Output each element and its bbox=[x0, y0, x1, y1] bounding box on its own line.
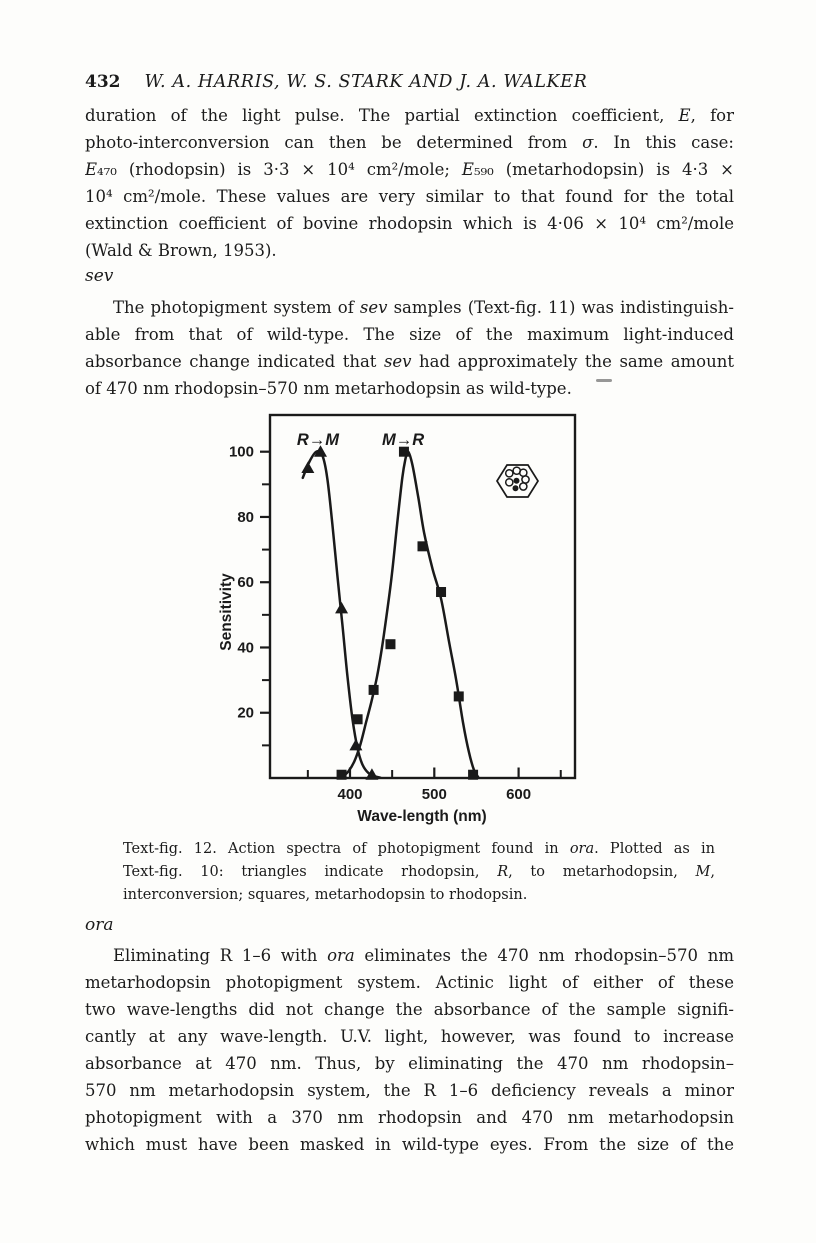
y-tick-label: 60 bbox=[237, 574, 254, 592]
text-line: E₄₇₀ (rhodopsin) is 3·3 × 10⁴ cm²/mole; E₅₉₀ (metarhodopsin) is 4·3 × bbox=[85, 160, 734, 179]
series-curve bbox=[303, 451, 381, 778]
text-line: 10⁴ cm²/mole. These values are very similar to that found for the total bbox=[85, 187, 734, 206]
text-line: two wave-lengths did not change the absorbance of the sample signifi- bbox=[85, 1000, 734, 1019]
scan-artifact bbox=[596, 379, 612, 382]
y-tick-label: 20 bbox=[237, 704, 254, 722]
text-line: absorbance change indicated that sev had approximately the same amount bbox=[85, 352, 734, 371]
text-line: absorbance at 470 nm. Thus, by eliminating the 470 nm rhodopsin– bbox=[85, 1054, 734, 1073]
data-point-triangle bbox=[335, 602, 348, 614]
text-line: photopigment with a 370 nm rhodopsin and 470 nm metarhodopsin bbox=[85, 1108, 734, 1127]
series-curve bbox=[342, 451, 478, 777]
x-tick-label: 400 bbox=[337, 786, 363, 803]
data-point-square bbox=[385, 639, 395, 649]
text-line: (Wald & Brown, 1953). bbox=[85, 241, 277, 260]
text-line: metarhodopsin photopigment system. Actinic light of either of these bbox=[85, 973, 734, 992]
y-tick-label: 40 bbox=[237, 639, 254, 657]
data-point-square bbox=[353, 714, 363, 724]
plot-box bbox=[270, 415, 575, 778]
data-point-triangle bbox=[365, 768, 378, 780]
text-line: photo-interconversion can then be determined from σ. In this case: bbox=[85, 133, 734, 152]
figure-caption bbox=[123, 838, 715, 907]
data-point-square bbox=[436, 587, 446, 597]
paragraph-sev bbox=[85, 294, 734, 402]
caption-line: Text-fig. 10: triangles indicate rhodopsin, R, to metarhodopsin, M, bbox=[123, 864, 715, 880]
text-line: cantly at any wave-length. U.V. light, however, was found to increase bbox=[85, 1027, 734, 1046]
series-label: M→R bbox=[382, 431, 425, 450]
x-axis-title: Wave-length (nm) bbox=[357, 808, 487, 825]
data-point-square bbox=[454, 691, 464, 701]
data-point-square bbox=[369, 685, 379, 695]
text-line: The photopigment system of sev samples (Text-fig. 11) was indistinguish- bbox=[113, 298, 734, 317]
y-tick-label: 80 bbox=[237, 508, 254, 526]
ommatidium-hexagon-icon bbox=[497, 465, 538, 497]
text-line: of 470 nm rhodopsin–570 nm metarhodopsin as wild-type. bbox=[85, 379, 572, 398]
text-line: duration of the light pulse. The partial extinction coefficient, E, for bbox=[85, 106, 734, 125]
text-line: Eliminating R 1–6 with ora eliminates the 470 nm rhodopsin–570 nm bbox=[113, 946, 734, 965]
series-label: R→M bbox=[296, 431, 340, 450]
section-heading-ora: ora bbox=[85, 915, 114, 935]
x-tick-label: 500 bbox=[421, 786, 447, 803]
text-line: able from that of wild-type. The size of the maximum light-induced bbox=[85, 325, 734, 344]
y-axis-title: Sensitivity bbox=[218, 573, 235, 651]
paragraph-extinction-coefficient bbox=[85, 102, 734, 264]
caption-line: interconversion; squares, metarhodopsin to rhodopsin. bbox=[123, 887, 528, 903]
page-number: 432 bbox=[85, 72, 121, 92]
text-line: 570 nm metarhodopsin system, the R 1–6 deficiency reveals a minor bbox=[85, 1081, 734, 1100]
caption-line: Text-fig. 12. Action spectra of photopigment found in ora. Plotted as in bbox=[123, 841, 715, 857]
data-point-triangle bbox=[301, 462, 314, 474]
paragraph-ora bbox=[85, 942, 734, 1158]
text-figure-12-chart bbox=[210, 398, 602, 834]
data-point-square bbox=[468, 770, 478, 780]
text-line: which must have been masked in wild-type eyes. From the size of the bbox=[85, 1135, 734, 1154]
data-point-square bbox=[337, 770, 347, 780]
running-title: W. A. HARRIS, W. S. STARK AND J. A. WALKER bbox=[144, 72, 588, 92]
page-header bbox=[85, 72, 734, 92]
text-line: extinction coefficient of bovine rhodopsin which is 4·06 × 10⁴ cm²/mole bbox=[85, 214, 734, 233]
y-tick-label: 100 bbox=[228, 443, 254, 461]
x-tick-label: 600 bbox=[506, 786, 532, 803]
section-heading-sev: sev bbox=[85, 266, 114, 286]
data-point-square bbox=[417, 541, 427, 551]
